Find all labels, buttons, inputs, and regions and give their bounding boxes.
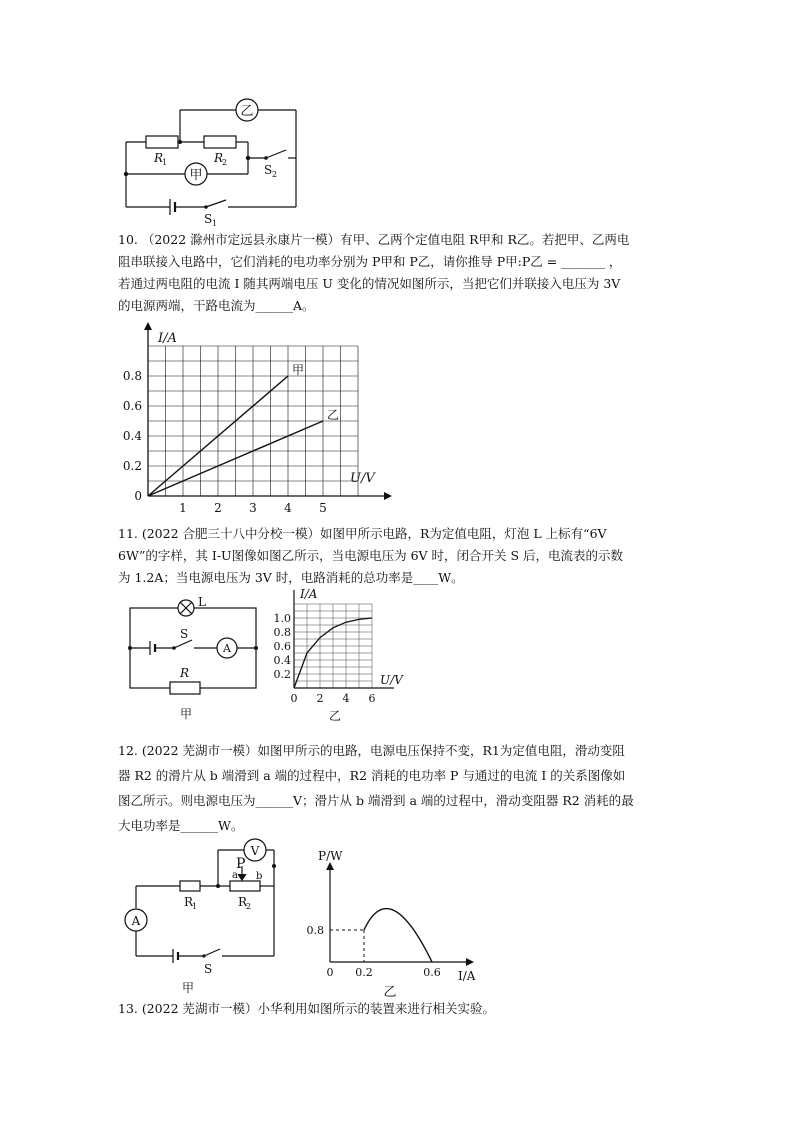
origin-label: 0: [134, 489, 142, 503]
q12-chart-caption: 乙: [383, 985, 397, 1000]
series-curve-power: [364, 909, 432, 962]
y-tick-label: 0.6: [122, 399, 142, 413]
q12-line1: 12. (2022 芜湖市一模）如图甲所示的电路，电源电压保持不变，R1为定值电阻，滑动变阻: [118, 743, 625, 758]
series-label-yi: 乙: [327, 408, 340, 422]
q12-r2-sub: 2: [246, 902, 252, 911]
switch-label: S: [180, 627, 189, 641]
x-tick-label: 0.6: [423, 966, 441, 979]
x-tick-label: 2: [214, 501, 222, 515]
voltmeter-label: V: [250, 844, 260, 858]
end-b-label: b: [256, 871, 263, 882]
r1-label: R: [154, 151, 164, 165]
x-tick-label: 2: [316, 692, 324, 705]
slider-p-label: P: [236, 856, 246, 872]
y-axis-label: I/A: [300, 587, 318, 601]
ammeter-jia-label: 甲: [189, 168, 203, 183]
q10-chart-svg: [118, 318, 398, 518]
y-axis-arrow: [144, 322, 152, 330]
q12-chart: [300, 849, 490, 1000]
q12-switch-label: S: [204, 962, 213, 976]
y-tick-label: 0.6: [273, 640, 291, 653]
x-axis-arrow: [384, 492, 392, 500]
y-tick-label: 0.8: [273, 626, 291, 639]
s2-label: S: [264, 163, 273, 177]
q11-chart-svg: [268, 582, 428, 730]
q10-line2: 阻串联接入电路中，它们消耗的电功率分别为 P甲和 P乙，请你推导 P甲:P乙 = _______ ，: [118, 254, 622, 269]
q11-chart: [268, 582, 428, 730]
x-axis-arrow: [466, 958, 474, 966]
q11-text: [118, 523, 686, 589]
x-tick-label: 0: [326, 966, 334, 979]
x-tick-label: 4: [284, 501, 292, 515]
q12-chart-svg: [300, 849, 490, 1000]
q10-line3: 若通过两电阻的电流 I 随其两端电压 U 变化的情况如图所示，当把它们并联接入电压为 3V: [118, 276, 621, 291]
q9-circuit-figure: [118, 92, 308, 228]
q12-text: [118, 738, 686, 838]
x-axis-label: I/A: [458, 969, 476, 983]
y-axis-label: P/W: [318, 849, 343, 863]
q12-r1-sub: 1: [192, 902, 198, 911]
x-axis-label: U/V: [350, 471, 375, 486]
s1-sub: 1: [212, 219, 218, 228]
y-tick-label: 0.2: [273, 668, 291, 681]
x-axis-label: U/V: [380, 673, 403, 687]
q12-circuit-caption: 甲: [182, 981, 195, 995]
r2-sub: 2: [222, 158, 228, 167]
q10-text: [118, 229, 686, 317]
end-a-label: a: [232, 870, 238, 881]
q12-circuit-figure: [118, 836, 288, 996]
y-tick-label: 0.2: [122, 459, 142, 473]
y-tick-label: 0.8: [306, 924, 324, 937]
q12-line3: 图乙所示。则电源电压为______V；滑片从 b 端滑到 a 端的过程中，滑动变阻器 R2 消耗的最: [118, 793, 634, 808]
s2-sub: 2: [272, 170, 278, 179]
x-tick-label: 3: [249, 501, 257, 515]
q12-circuit-svg: [118, 836, 288, 996]
q12-ammeter-label: A: [131, 914, 141, 928]
y-tick-label: 0.4: [122, 429, 142, 443]
x-tick-label: 5: [319, 501, 327, 515]
lamp-label: L: [198, 595, 206, 609]
q13-text: [118, 998, 686, 1020]
q11-line3: 为 1.2A；当电源电压为 3V 时，电路消耗的总功率是____W。: [118, 570, 464, 585]
q11-circuit-svg: [118, 590, 268, 726]
series-label-jia: 甲: [292, 363, 305, 377]
y-tick-label: 0.4: [273, 654, 291, 667]
x-tick-label: 4: [342, 692, 350, 705]
y-axis-arrow: [326, 862, 334, 870]
resistor-label: R: [180, 666, 190, 680]
x-tick-label: 0.2: [355, 966, 373, 979]
q10-chart: [118, 318, 398, 518]
q9-circuit-svg: [118, 92, 308, 228]
r2-label: R: [214, 151, 224, 165]
s1-label: S: [204, 212, 213, 226]
q12-line4: 大电功率是______W。: [118, 818, 244, 833]
q11-chart-caption: 乙: [329, 709, 342, 723]
x-tick-label: 0: [290, 692, 298, 705]
ammeter-label: A: [223, 642, 231, 655]
q11-line1: 11. (2022 合肥三十八中分校一模）如图甲所示电路，R为定值电阻，灯泡 L 上标有“6V: [118, 526, 607, 541]
q13-line1: 13. (2022 芜湖市一模）小华利用如图所示的装置来进行相关实验。: [118, 1001, 496, 1016]
x-tick-label: 6: [368, 692, 376, 705]
q11-circuit-caption: 甲: [180, 707, 193, 721]
y-tick-label: 0.8: [122, 369, 142, 383]
q12-line2: 器 R2 的滑片从 b 端滑到 a 端的过程中，R2 消耗的电功率 P 与通过的电流 I 的关系图像如: [118, 768, 626, 783]
q12-r2-label: R: [238, 895, 248, 909]
q11-line2: 6W”的字样，其 I-U图像如图乙所示，当电源电压为 6V 时，闭合开关 S 后，电流表的示数: [118, 548, 624, 563]
r1-sub: 1: [162, 158, 168, 167]
q12-r1-label: R: [184, 895, 194, 909]
x-tick-label: 1: [179, 501, 187, 515]
q10-line4: 的电源两端，干路电流为______A。: [118, 298, 315, 313]
y-axis-label: I/A: [158, 331, 177, 346]
q11-circuit-figure: [118, 590, 268, 726]
q10-line1: 10. （2022 滁州市定远县永康片一模）有甲、乙两个定值电阻 R甲和 R乙。若把甲、乙两电: [118, 232, 630, 247]
y-tick-label: 1.0: [273, 612, 291, 625]
ammeter-yi-label: 乙: [240, 104, 254, 119]
